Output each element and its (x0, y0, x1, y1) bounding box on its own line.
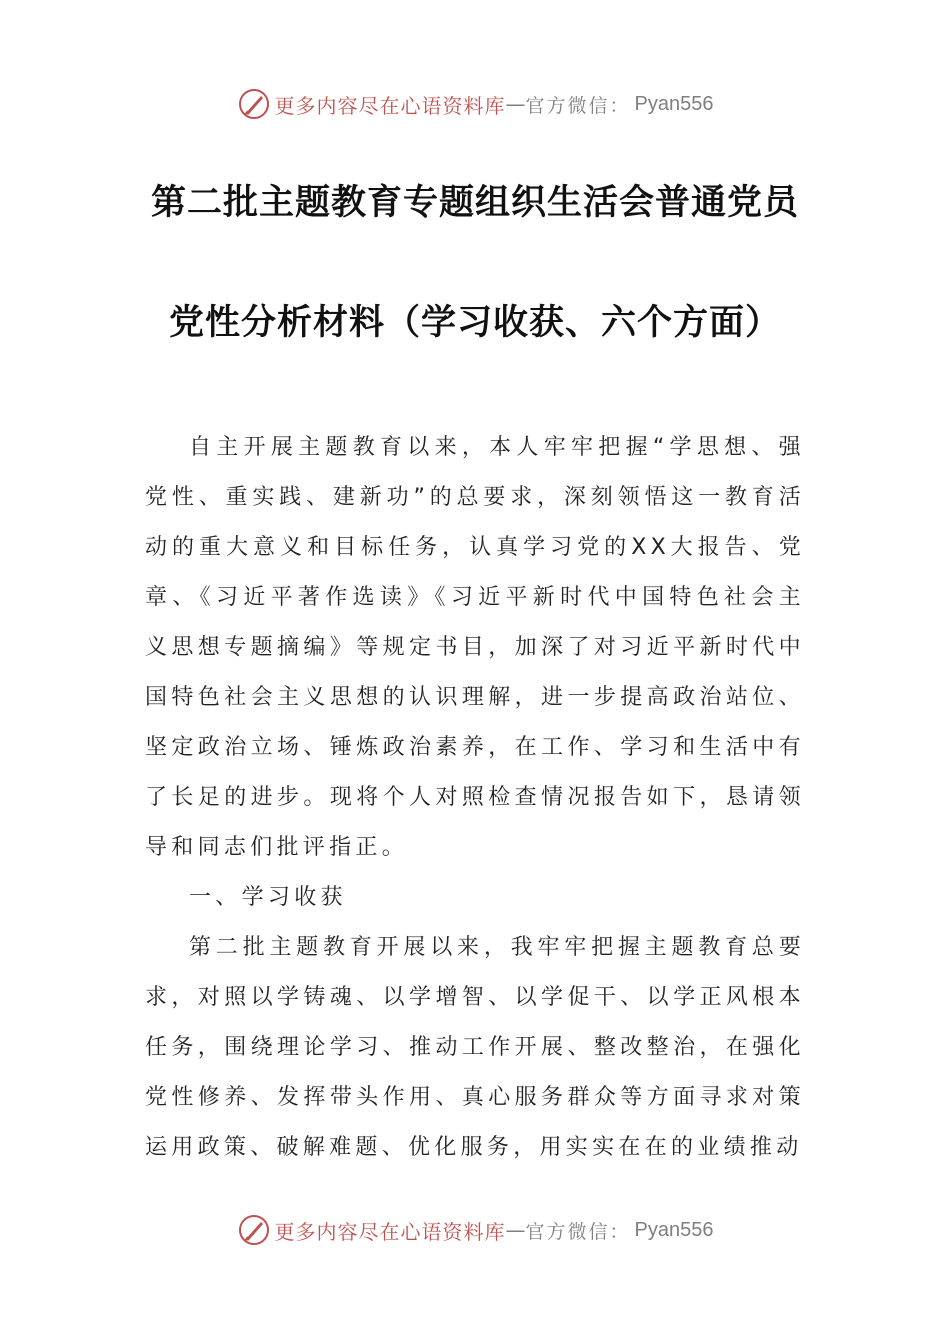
watermark-slogan: 更多内容尽在心语资料库 (274, 93, 506, 118)
paragraph-learning-gains: 第二批主题教育开展以来，我牢牢把握主题教育总要求，对照以学铸魂、以学增智、以学促干、以学正风根本任务，围绕理论学习、推动工作开展、整改整治，在强化党性修养、发挥带头作用、真心服务群众等方面寻求对策运用政策、破解难题、优化服务，用实实在在的业绩推动 (145, 935, 805, 1160)
watermark-slogan: 更多内容尽在心语资料库 (274, 1219, 506, 1244)
footer-watermark-banner (0, 1210, 950, 1250)
watermark-account: Pyan556 (634, 92, 714, 115)
quill-logo-icon (237, 87, 271, 121)
document-body (145, 423, 805, 1173)
document-title-line-2: 党性分析材料（学习收获、六个方面） (168, 303, 781, 343)
paragraph-intro: 自主开展主题教育以来，本人牢牢把握“学思想、强党性、重实践、建新功”的总要求，深刻领悟这一教育活动的重大意义和目标任务，认真学习党的XX大报告、党章、《习近平著作选读》《习近平新时代中国特色社会主义思想专题摘编》等规定书目，加深了对习近平新时代中国特色社会主义思想的认识理解，进一步提高政治站位、坚定政治立场、锤炼政治素养，在工作、学习和生活中有了长足的进步。现将个人对照检查情况报告如下，恳请领导和同志们批评指正。 (145, 435, 805, 860)
watermark-account: Pyan556 (634, 1218, 714, 1241)
quill-logo-icon (237, 1213, 271, 1247)
header-watermark-banner (0, 84, 950, 124)
document-title-line-1: 第二批主题教育专题组织生活会普通党员 (150, 183, 799, 223)
watermark-dash: — (505, 1218, 526, 1242)
watermark-wechat-label: 官方微信： (525, 94, 631, 117)
watermark-wechat-label: 官方微信： (525, 1220, 631, 1243)
watermark-dash: — (505, 92, 526, 116)
section-heading-learning-gains: 一、学习收获 (189, 885, 347, 910)
